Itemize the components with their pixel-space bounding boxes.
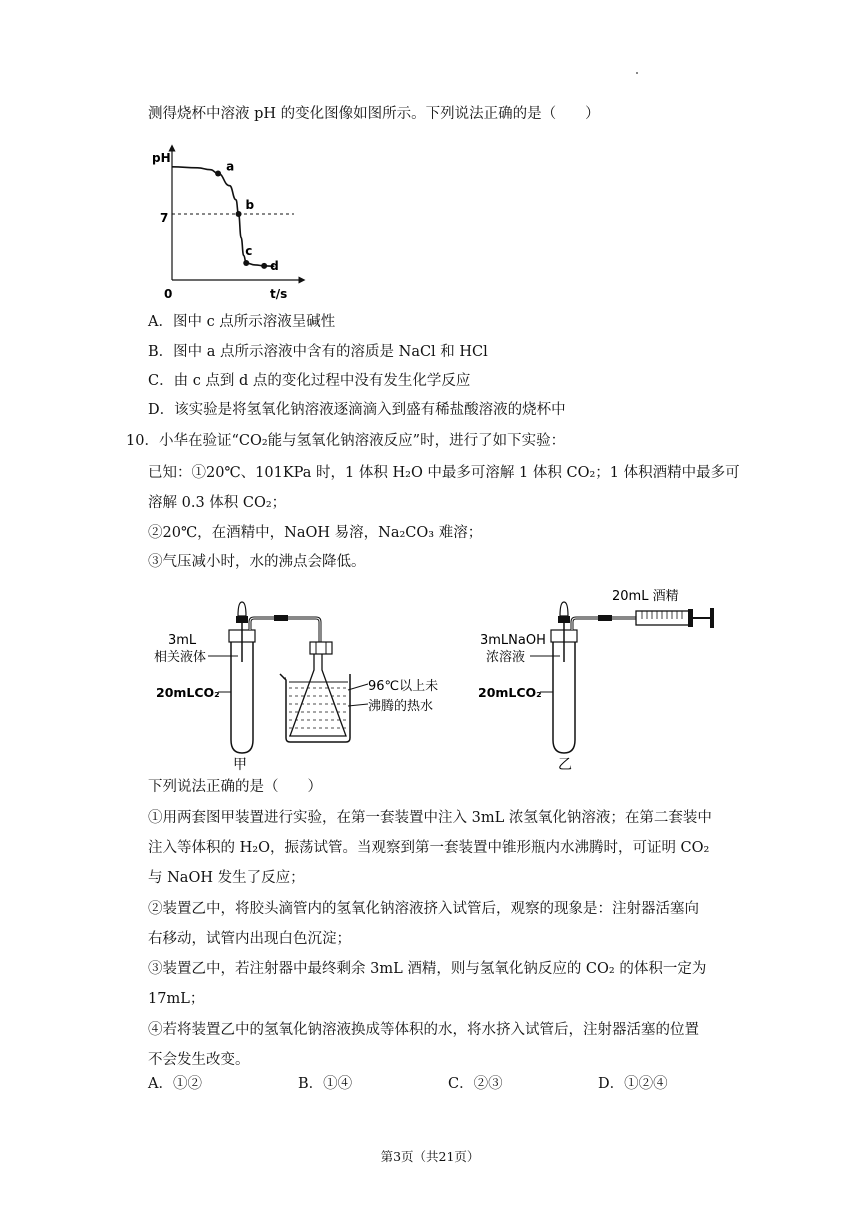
point-b <box>236 211 242 217</box>
point-label-b: b <box>245 198 255 212</box>
svg-text:相关液体: 相关液体 <box>154 650 207 665</box>
q10-known-1a: 已知：①20℃、101KPa 时，1 体积 H₂O 中最多可溶解 1 体积 CO₂；1 体积酒精中最多可 <box>148 465 740 481</box>
q9-stem: 测得烧杯中溶液 pH 的变化图像如图所示。下列说法正确的是（ ） <box>148 106 600 122</box>
svg-text:20mL 酒精: 20mL 酒精 <box>612 589 679 604</box>
q10-option-c: C．②③ <box>448 1076 503 1092</box>
y-axis-label: pH <box>152 151 171 165</box>
q10-stmt-3a: ③装置乙中，若注射器中最终剩余 3mL 酒精，则与氢氧化钠反应的 CO₂ 的体积一定为 <box>148 961 707 977</box>
q10-stmt-2b: 右移动，试管内出现白色沉淀； <box>148 931 351 947</box>
q10-stem: 10．小华在验证“CO₂能与氢氧化钠溶液反应”时，进行了如下实验： <box>126 433 566 449</box>
q10-known-1b: 溶解 0.3 体积 CO₂； <box>148 495 287 511</box>
caption-yi: 乙 <box>558 757 572 773</box>
svg-text:3mLNaOH: 3mLNaOH <box>480 633 546 648</box>
page-footer: 第3页（共21页） <box>380 1149 480 1164</box>
svg-text:96℃以上未: 96℃以上未 <box>368 679 439 694</box>
origin-label: 0 <box>164 287 173 300</box>
q10-stmt-1a: ①用两套图甲装置进行实验，在第一套装置中注入 3mL 浓氢氧化钠溶液；在第二套装中 <box>148 810 712 826</box>
page-dot <box>636 72 638 74</box>
q10-stmt-4a: ④若将装置乙中的氢氧化钠溶液换成等体积的水，将水挤入试管后，注射器活塞的位置 <box>148 1022 699 1038</box>
q9-option-b: B．图中 a 点所示溶液中含有的溶质是 NaCl 和 HCl <box>148 344 488 360</box>
q10-question: 下列说法正确的是（ ） <box>148 779 322 795</box>
ph-curve <box>172 167 274 266</box>
q9-option-c: C．由 c 点到 d 点的变化过程中没有发生化学反应 <box>148 373 471 389</box>
x-axis-label: t/s <box>270 287 288 300</box>
point-label-a: a <box>226 159 235 174</box>
q9-option-d: D．该实验是将氢氧化钠溶液逐滴滴入到盛有稀盐酸溶液的烧杯中 <box>148 402 566 418</box>
svg-text:沸腾的热水: 沸腾的热水 <box>368 699 434 714</box>
ph-chart <box>150 140 310 300</box>
point-label-d: d <box>270 258 279 273</box>
caption-jia: 甲 <box>233 757 247 773</box>
q10-option-b: B．①④ <box>298 1076 353 1092</box>
point-c <box>243 260 249 266</box>
q10-option-d: D．①②④ <box>598 1076 668 1092</box>
q10-stmt-2a: ②装置乙中，将胶头滴管内的氢氧化钠溶液挤入试管后，观察的现象是：注射器活塞向 <box>148 901 699 917</box>
q10-known-3: ③气压减小时，水的沸点会降低。 <box>148 554 366 570</box>
apparatus-jia <box>154 602 438 773</box>
q9-option-a: A．图中 c 点所示溶液呈碱性 <box>148 314 336 330</box>
apparatus-figure <box>0 578 720 773</box>
svg-text:浓溶液: 浓溶液 <box>486 650 526 665</box>
svg-text:20mLCO₂: 20mLCO₂ <box>156 685 220 700</box>
point-label-c: c <box>245 244 253 259</box>
q10-stmt-3b: 17mL； <box>148 991 205 1007</box>
y-tick-7: 7 <box>160 211 169 225</box>
svg-text:3mL: 3mL <box>168 633 197 648</box>
q10-option-a: A．①② <box>148 1076 202 1092</box>
q10-stmt-4b: 不会发生改变。 <box>148 1052 250 1068</box>
apparatus-yi <box>478 588 714 773</box>
q10-stmt-1b: 注入等体积的 H₂O，振荡试管。当观察到第一套装置中锥形瓶内水沸腾时，可证明 CO₂ <box>148 840 710 856</box>
point-d <box>261 263 267 269</box>
point-a <box>215 170 221 176</box>
q10-stmt-1c: 与 NaOH 发生了反应； <box>148 870 305 886</box>
svg-text:20mLCO₂: 20mLCO₂ <box>478 685 542 700</box>
q10-known-2: ②20℃，在酒精中，NaOH 易溶，Na₂CO₃ 难溶； <box>148 525 483 541</box>
